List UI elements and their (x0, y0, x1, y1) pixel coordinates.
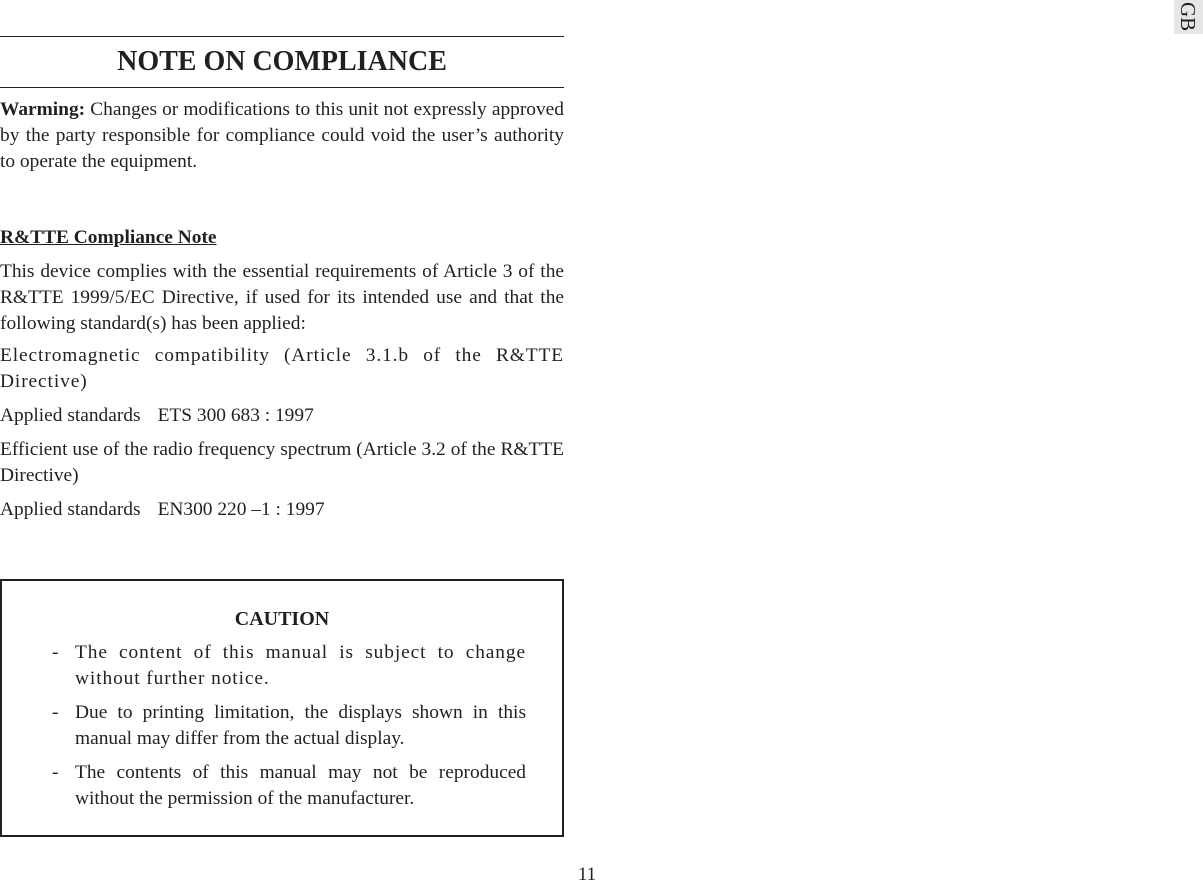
caution-item (52, 700, 526, 752)
applied-standards-label: Applied standards (0, 405, 141, 426)
rtte-heading: R&TTE Compliance Note (0, 227, 217, 248)
caution-item-text: Due to printing limitation, the displays shown in this manual may differ from the actual display. (75, 702, 526, 749)
caution-item (52, 640, 526, 692)
page-title: NOTE ON COMPLIANCE (117, 46, 447, 77)
title-rule-bottom (0, 87, 564, 88)
caution-dash: - (52, 702, 59, 723)
warning-paragraph (0, 97, 564, 175)
caution-item-text: The contents of this manual may not be reproduced without the permission of the manufacturer. (75, 762, 526, 809)
language-tab (1174, 0, 1203, 34)
rtte-radio: Efficient use of the radio frequency spectrum (Article 3.2 of the R&TTE Directive) (0, 439, 564, 486)
rtte-intro: This device complies with the essential requirements of Article 3 of the R&TTE 1999/5/EC Directive, if used for its intended use and that the following standard(s) has been applied: (0, 261, 564, 334)
applied-standards-value: ETS 300 683 : 1997 (157, 405, 314, 426)
compliance-section (0, 36, 564, 523)
page-number: 11 (577, 864, 597, 885)
warning-label: Warming: (0, 99, 86, 120)
warning-text: Changes or modifications to this unit not expressly approved by the party responsible for compliance could void the user’s authority to operate the equipment. (0, 99, 564, 172)
caution-item-text: The content of this manual is subject to change without further notice. (75, 642, 526, 689)
caution-item (52, 760, 526, 812)
caution-box (0, 579, 564, 837)
applied-standards-row-2 (0, 497, 564, 523)
applied-standards-value: EN300 220 –1 : 1997 (157, 499, 325, 520)
caution-dash: - (52, 642, 59, 663)
caution-list (52, 640, 526, 820)
applied-standards-label: Applied standards (0, 499, 141, 520)
caution-dash: - (52, 762, 59, 783)
language-tab-label: GB (1176, 2, 1200, 32)
applied-standards-row-1 (0, 403, 564, 429)
rtte-emc: Electromagnetic compatibility (Article 3.1.b of the R&TTE Directive) (0, 345, 564, 392)
caution-title: CAUTION (234, 608, 330, 630)
